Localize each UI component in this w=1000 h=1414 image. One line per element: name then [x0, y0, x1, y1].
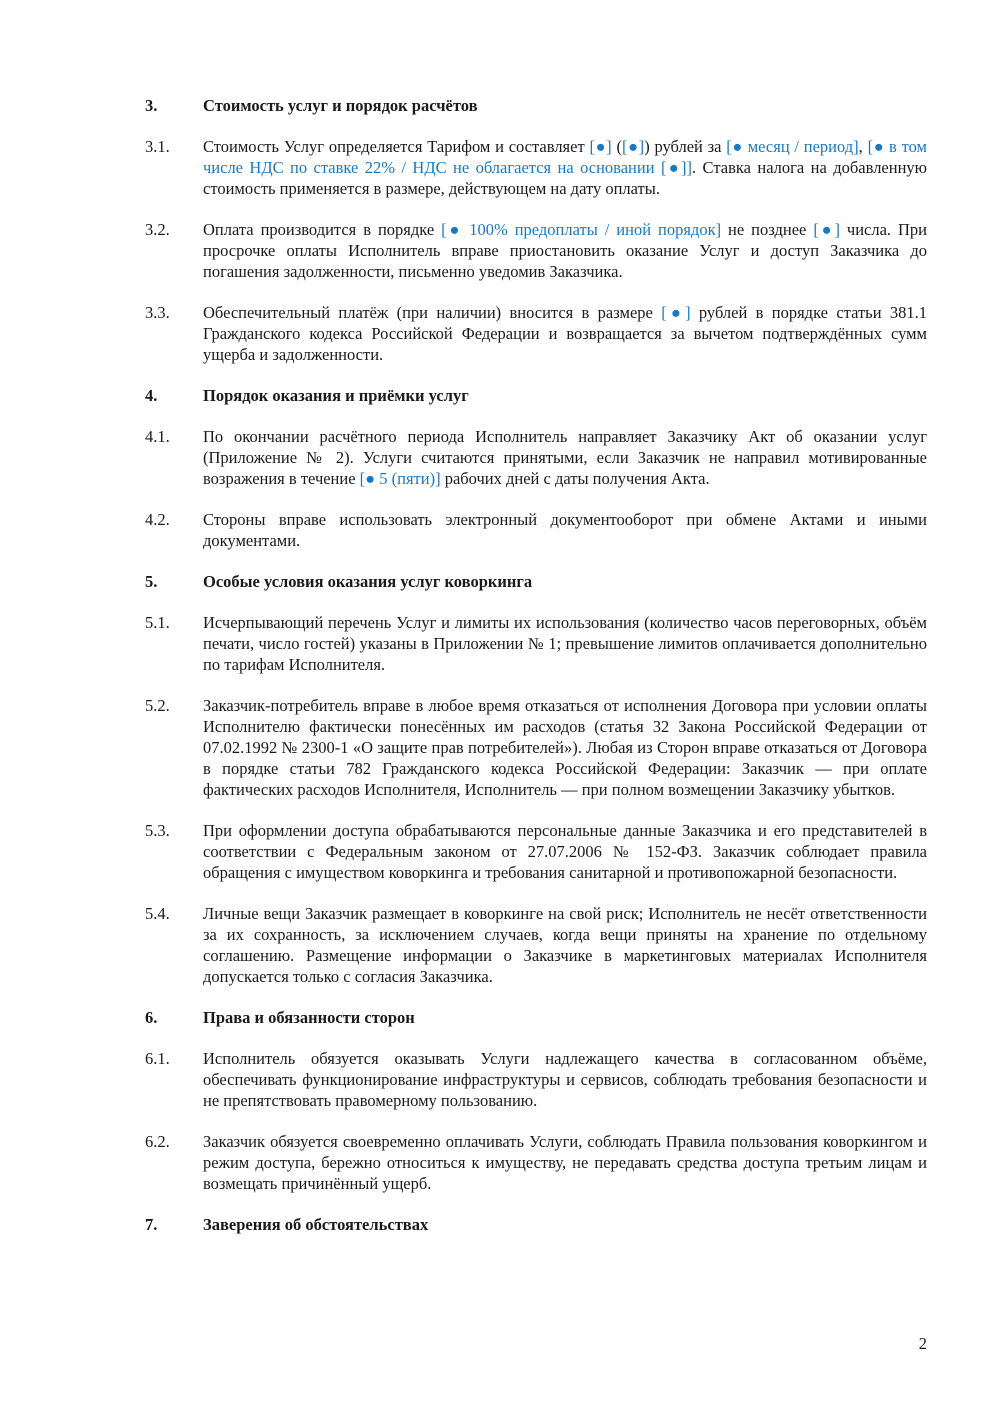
clause-text-run: Заказчик-потребитель вправе в любое время отказаться от исполнения Договора при условии оплаты Исполнителю фактически понесённых им расходов (статья 32 Закона Российской Федерации от 07.02.1992 № 2300-1 «О защите прав потребителей»). Любая из Сторон вправе отказаться от Договора в порядке статьи 782 Гражданского кодекса Российской Федерации: Заказчик — при оплате фактических расходов Исполнителя, Исполнитель — при полном возмещении Заказчику убытков. [203, 696, 927, 799]
section-title: Стоимость услуг и порядок расчётов [203, 96, 478, 115]
clause [145, 1048, 927, 1111]
clause-text [203, 820, 927, 883]
clause-number: 3.1. [145, 137, 170, 156]
clause-text [203, 612, 927, 675]
clause [145, 426, 927, 489]
clause [145, 612, 927, 675]
placeholder-field: [●] [661, 303, 691, 322]
clause-number: 5.1. [145, 613, 170, 632]
clause-number: 3.3. [145, 303, 170, 322]
clause-text [203, 1131, 927, 1194]
clause-text-run: . Ставка налога на добавленную стоимость применяется в размере, действующем на дату оплаты. [203, 158, 927, 198]
section-heading [145, 571, 927, 592]
section-heading [145, 385, 927, 406]
section-heading [145, 1007, 927, 1028]
clause-text-run: не позднее [721, 220, 814, 239]
clause-text-run: рабочих дней с даты получения Акта. [440, 469, 710, 488]
clause-text [203, 903, 927, 987]
clause [145, 136, 927, 199]
clause-text-run: числа. При просрочке оплаты Исполнитель вправе приостановить оказание Услуг и доступ Заказчика до погашения задолженности, письменно уведомив Заказчика. [203, 220, 928, 281]
section-title: Права и обязанности сторон [203, 1008, 415, 1027]
clause-text [203, 695, 927, 800]
clause [145, 820, 927, 883]
clause [145, 509, 927, 551]
clause-number: 4.2. [145, 510, 170, 529]
clause-text-run: Обеспечительный платёж (при наличии) вносится в размере [203, 303, 662, 322]
section-number: 7. [145, 1215, 158, 1234]
clause-text [203, 1048, 927, 1111]
clause [145, 219, 927, 282]
clause-number: 6.2. [145, 1132, 170, 1151]
section-number: 3. [145, 96, 158, 115]
clause [145, 695, 927, 800]
page-number: 2 [918, 1334, 927, 1353]
section-number: 5. [145, 572, 158, 591]
clause [145, 1131, 927, 1194]
clause-text-run: Заказчик обязуется своевременно оплачивать Услуги, соблюдать Правила пользования коворкингом и режим доступа, бережно относиться к имуществу, не передавать средства доступа третьим лицам и возмещать причинённый ущерб. [203, 1132, 927, 1193]
placeholder-field: [● 5 (пяти)] [359, 469, 441, 488]
section-number: 4. [145, 386, 158, 405]
clause-text [203, 509, 927, 551]
clause [145, 302, 927, 365]
clause-number: 5.4. [145, 904, 170, 923]
placeholder-field: [●] [589, 137, 612, 156]
placeholder-field: [●] [621, 137, 645, 156]
document-body [145, 95, 927, 1255]
section-number: 6. [145, 1008, 158, 1027]
clause [145, 903, 927, 987]
clause-text [203, 302, 927, 365]
clause-text-run: По окончании расчётного периода Исполнитель направляет Заказчику Акт об оказании услуг (Приложение № 2). Услуги считаются принятыми, если Заказчик не направил мотивированные возражения в течение [203, 427, 927, 488]
clause-number: 3.2. [145, 220, 170, 239]
placeholder-field: [● месяц / период] [726, 137, 859, 156]
clause-number: 5.2. [145, 696, 170, 715]
clause-text-run: Стороны вправе использовать электронный документооборот при обмене Актами и иными документами. [203, 510, 927, 550]
placeholder-field: [●] [813, 220, 840, 239]
clause-number: 4.1. [145, 427, 170, 446]
clause-text-run: рублей в порядке статьи 381.1 Гражданского кодекса Российской Федерации и возвращается за вычетом подтверждённых сумм ущерба и задолженности. [203, 303, 927, 364]
clause-text-run: ( [611, 137, 622, 156]
clause-text [203, 426, 927, 489]
clause-text-run: Оплата производится в порядке [203, 220, 442, 239]
clause-text-run: При оформлении доступа обрабатываются персональные данные Заказчика и его представителей в соответствии с Федеральным законом от 27.07.2006 № 152-ФЗ. Заказчик соблюдает правила обращения с имуществом коворкинга и требования санитарной и противопожарной безопасности. [203, 821, 927, 882]
placeholder-field: [● в том числе НДС по ставке 22% / НДС не облагается на основании [●]] [203, 137, 927, 177]
section-title: Порядок оказания и приёмки услуг [203, 386, 469, 405]
clause-text-run: Исчерпывающий перечень Услуг и лимиты их использования (количество часов переговорных, объём печати, число гостей) указаны в Приложении № 1; превышение лимитов оплачивается дополнительно по тарифам Исполнителя. [203, 613, 927, 674]
clause-text-run: Личные вещи Заказчик размещает в коворкинге на свой риск; Исполнитель не несёт ответственности за их сохранность, за исключением случаев, когда вещи приняты на хранение по отдельному соглашению. Размещение информации о Заказчике в маркетинговых материалах Исполнителя допускается только с согласия Заказчика. [203, 904, 927, 986]
section-heading [145, 1214, 927, 1235]
clause-number: 6.1. [145, 1049, 170, 1068]
section-heading [145, 95, 927, 116]
clause-text-run: Стоимость Услуг определяется Тарифом и составляет [203, 137, 590, 156]
placeholder-field: [● 100% предоплаты / иной порядок] [441, 220, 722, 239]
section-title: Заверения об обстоятельствах [203, 1215, 429, 1234]
clause-text [203, 219, 927, 282]
section-title: Особые условия оказания услуг коворкинга [203, 572, 533, 591]
clause-text-run: Исполнитель обязуется оказывать Услуги надлежащего качества в согласованном объёме, обеспечивать функционирование инфраструктуры и сервисов, соблюдать требования безопасности и не препятствовать правомерному пользованию. [203, 1049, 927, 1110]
clause-text [203, 136, 927, 199]
clause-number: 5.3. [145, 821, 170, 840]
clause-text-run: , [858, 137, 868, 156]
clause-text-run: ) рублей за [644, 137, 727, 156]
